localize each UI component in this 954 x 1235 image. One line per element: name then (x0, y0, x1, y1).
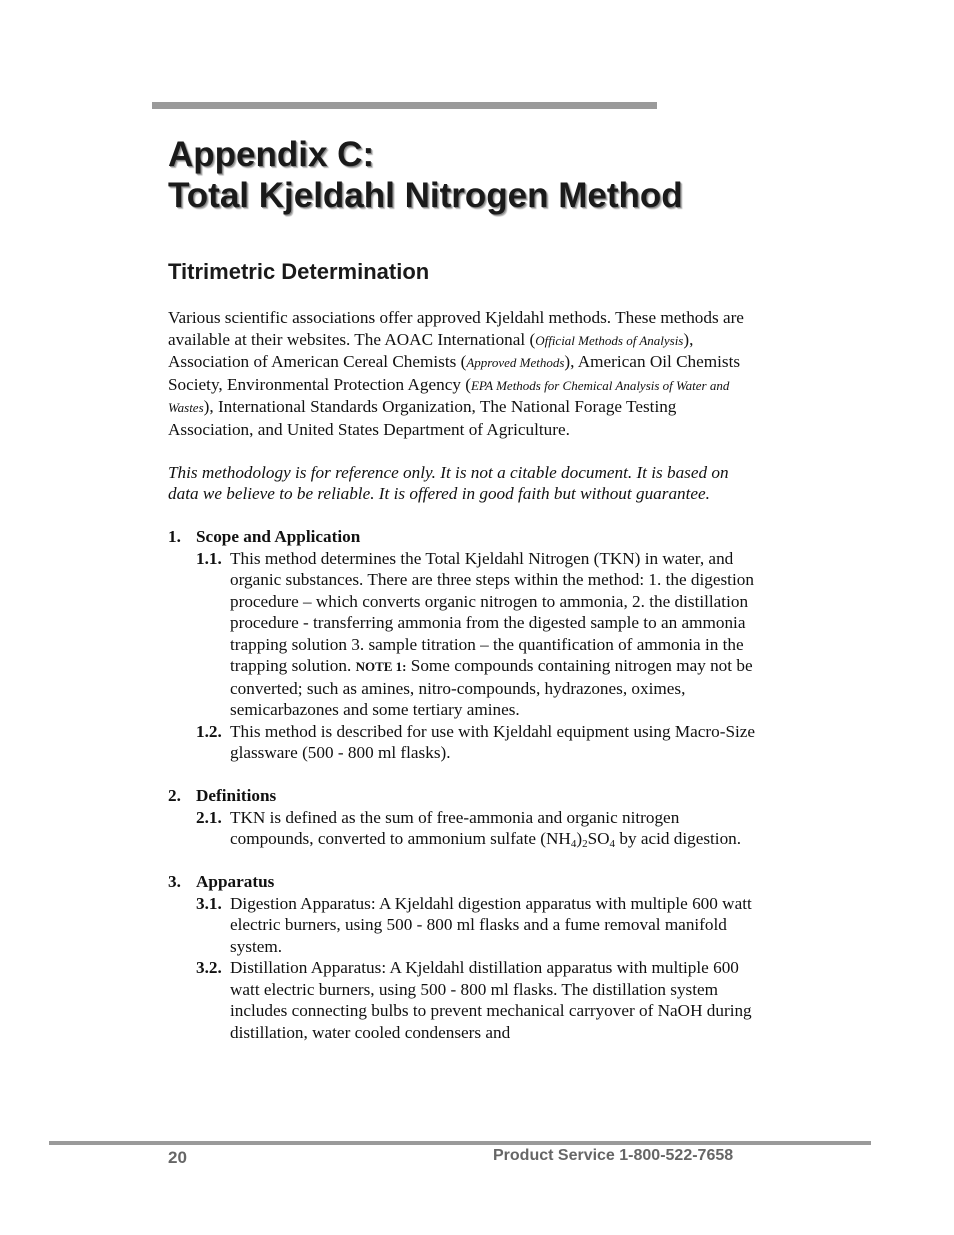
item-number: 3.1. (196, 893, 222, 913)
header-rule (152, 102, 657, 109)
section-heading: 2. Definitions (168, 786, 277, 805)
section-scope-and-application (168, 526, 758, 764)
item-number: 1.1. (196, 548, 222, 568)
document-body (168, 307, 758, 1065)
list-item (168, 957, 758, 1043)
page-title-line1: Appendix C: (168, 135, 375, 174)
item-text: Distillation Apparatus: A Kjeldahl distillation apparatus with multiple 600 watt electric burners, using 500 - 800 ml flasks. The distillation system includes connecting bulbs to prevent mechanical carryover of NaOH during distillation, water cooled condensers and (230, 958, 752, 1042)
citation-approved-methods: Approved Methods (466, 355, 565, 370)
list-item (168, 548, 758, 721)
item-number: 2.1. (196, 807, 222, 827)
footer-contact: Product Service 1-800-522-7658 (493, 1147, 734, 1164)
intro-paragraph: Various scientific associations offer approved Kjeldahl methods. These methods are available at their websites. The AOAC International (Official Methods of Analysis), Association of American Cereal Chemists (Approved Methods), American Oil Chemists Society, Environmental Protection Agency (EPA Methods for Chemical Analysis of Water and Wastes), International Standards Organization, The National Forage Testing Association, and United States Department of Agriculture. (168, 308, 744, 439)
section-subheading: Titrimetric Determination (168, 259, 430, 284)
section-apparatus (168, 871, 758, 1043)
page-title-line2: Total Kjeldahl Nitrogen Method (168, 176, 683, 215)
item-number: 1.2. (196, 721, 222, 741)
page-title (168, 134, 683, 216)
citation-official-methods: Official Methods of Analysis (535, 332, 684, 348)
note-label: NOTE 1: (355, 659, 407, 674)
item-text: TKN is defined as the sum of free-ammonia and organic nitrogen compounds, converted to ammonium sulfate $(NH_4)_2SO_4$ by acid digestion. (230, 807, 742, 850)
section-heading: 1. Scope and Application (168, 527, 361, 546)
footer-rule (49, 1141, 871, 1145)
item-number: 3.2. (196, 958, 222, 977)
list-item (168, 721, 758, 764)
page-number: 20 (168, 1148, 187, 1167)
item-text: Digestion Apparatus: A Kjeldahl digestion apparatus with multiple 600 watt electric burners, using 500 - 800 ml flasks and a fume removal manifold system. (230, 893, 752, 956)
section-definitions (168, 785, 758, 850)
list-item (168, 807, 758, 850)
item-text: This method determines the Total Kjeldahl Nitrogen (TKN) in water, and organic substances. There are three steps within the method: 1. the digestion procedure – which converts organic nitrogen to ammonia, 2. the distillation procedure - transferring ammonia from the digested sample to an ammonia trapping solution 3. sample titration – the quantification of ammonia in the trapping solution. (230, 548, 754, 675)
item-text: This method is described for use with Kjeldahl equipment using Macro-Size glassware (500 - 800 ml flasks). (230, 721, 756, 762)
note-text: Some compounds containing nitrogen may not be converted; such as amines, nitro-compounds, hydrazones, oximes, semicarbazones and some tertiary amines. (230, 656, 753, 719)
list-item (168, 893, 758, 958)
disclaimer-paragraph: This methodology is for reference only. It is not a citable document. It is based on data we believe to be reliable. It is offered in good faith but without guarantee. (168, 462, 729, 503)
section-heading: 3. Apparatus (168, 872, 275, 891)
citation-epa-methods: EPA Methods for Chemical Analysis of Water and Wastes (168, 377, 730, 415)
